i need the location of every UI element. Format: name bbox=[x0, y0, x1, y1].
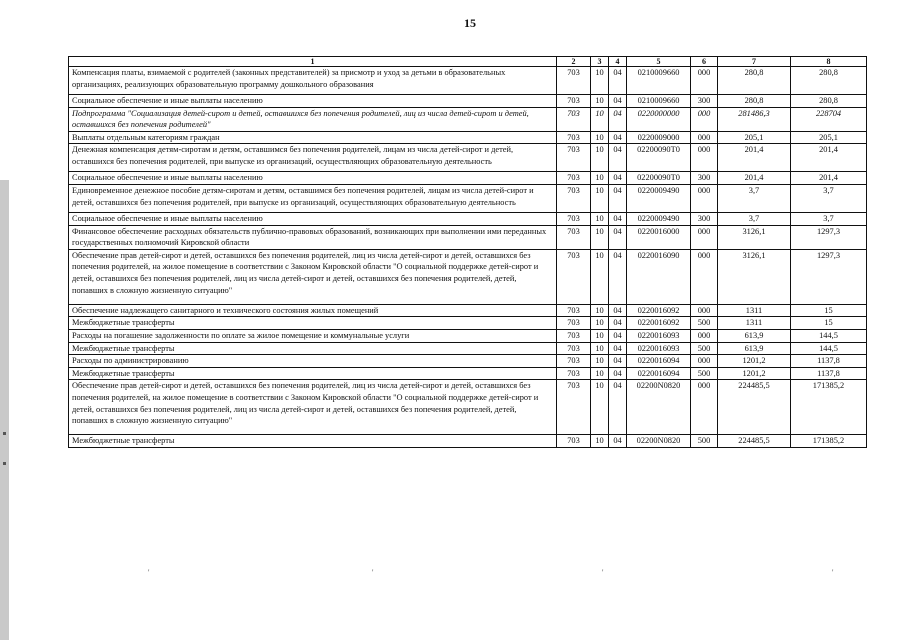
row-name-cell: Межбюджетные трансферты bbox=[69, 317, 557, 330]
target-article-cell: 0220016000 bbox=[627, 225, 691, 249]
target-article-cell: 0220000000 bbox=[627, 107, 691, 131]
target-article-cell: 0220009490 bbox=[627, 184, 691, 212]
amount-actual-cell: 144,5 bbox=[791, 329, 867, 342]
target-article-cell: 0210009660 bbox=[627, 67, 691, 95]
row-name-cell: Социальное обеспечение и иные выплаты населению bbox=[69, 172, 557, 185]
scan-edge-shadow bbox=[0, 180, 9, 640]
row-name-cell: Социальное обеспечение и иные выплаты населению bbox=[69, 212, 557, 225]
target-article-cell: 0220016093 bbox=[627, 342, 691, 355]
row-name-cell: Межбюджетные трансферты bbox=[69, 435, 557, 448]
admin-code-cell: 703 bbox=[557, 184, 591, 212]
target-article-cell: 02200N0820 bbox=[627, 380, 691, 435]
amount-actual-cell: 1137,8 bbox=[791, 355, 867, 368]
table-row bbox=[69, 317, 867, 330]
admin-code-cell: 703 bbox=[557, 304, 591, 317]
row-name-cell: Единовременное денежное пособие детям-сиротам и детям, оставшимся без попечения родителей, лицам из числа детей-сирот и детей, оставшихся без попечения родителей, при выпуске из организаций, осуществляющих образовательную деятельность bbox=[69, 184, 557, 212]
admin-code-cell: 703 bbox=[557, 435, 591, 448]
amount-plan-cell: 201,4 bbox=[718, 144, 791, 172]
amount-plan-cell: 613,9 bbox=[718, 329, 791, 342]
amount-actual-cell: 171385,2 bbox=[791, 380, 867, 435]
section-cell: 10 bbox=[591, 380, 609, 435]
expense-type-cell: 000 bbox=[691, 107, 718, 131]
table-row bbox=[69, 212, 867, 225]
expense-type-cell: 000 bbox=[691, 67, 718, 95]
section-cell: 10 bbox=[591, 225, 609, 249]
table-row bbox=[69, 435, 867, 448]
admin-code-cell: 703 bbox=[557, 329, 591, 342]
subsection-cell: 04 bbox=[609, 95, 627, 108]
table-row bbox=[69, 329, 867, 342]
row-name-cell: Социальное обеспечение и иные выплаты населению bbox=[69, 95, 557, 108]
subsection-cell: 04 bbox=[609, 184, 627, 212]
admin-code-cell: 703 bbox=[557, 95, 591, 108]
table-row bbox=[69, 249, 867, 304]
subsection-cell: 04 bbox=[609, 367, 627, 380]
amount-actual-cell: 144,5 bbox=[791, 342, 867, 355]
target-article-cell: 0220016094 bbox=[627, 367, 691, 380]
section-cell: 10 bbox=[591, 95, 609, 108]
budget-table bbox=[68, 56, 867, 448]
scan-speck bbox=[3, 462, 6, 465]
section-cell: 10 bbox=[591, 144, 609, 172]
expense-type-cell: 500 bbox=[691, 435, 718, 448]
admin-code-cell: 703 bbox=[557, 355, 591, 368]
amount-actual-cell: 280,8 bbox=[791, 67, 867, 95]
admin-code-cell: 703 bbox=[557, 317, 591, 330]
target-article-cell: 0220016094 bbox=[627, 355, 691, 368]
admin-code-cell: 703 bbox=[557, 342, 591, 355]
subsection-cell: 04 bbox=[609, 172, 627, 185]
amount-plan-cell: 1201,2 bbox=[718, 355, 791, 368]
table-row bbox=[69, 144, 867, 172]
section-cell: 10 bbox=[591, 107, 609, 131]
row-name-cell: Денежная компенсация детям-сиротам и детям, оставшимся без попечения родителей, лицам из числа детей-сирот и детей, оставшихся без попечения родителей, при выпуске из организаций, осуществляющих образовательную деятельность bbox=[69, 144, 557, 172]
amount-actual-cell: 228704 bbox=[791, 107, 867, 131]
scan-speck bbox=[3, 432, 6, 435]
expense-type-cell: 000 bbox=[691, 329, 718, 342]
expense-type-cell: 300 bbox=[691, 212, 718, 225]
section-cell: 10 bbox=[591, 184, 609, 212]
section-cell: 10 bbox=[591, 367, 609, 380]
section-cell: 10 bbox=[591, 435, 609, 448]
amount-actual-cell: 280,8 bbox=[791, 95, 867, 108]
expense-type-cell: 000 bbox=[691, 144, 718, 172]
table-row bbox=[69, 95, 867, 108]
expense-type-cell: 000 bbox=[691, 131, 718, 144]
admin-code-cell: 703 bbox=[557, 172, 591, 185]
expense-type-cell: 000 bbox=[691, 249, 718, 304]
amount-plan-cell: 1201,2 bbox=[718, 367, 791, 380]
column-header: 3 bbox=[591, 57, 609, 67]
subsection-cell: 04 bbox=[609, 67, 627, 95]
target-article-cell: 0220016092 bbox=[627, 304, 691, 317]
amount-actual-cell: 15 bbox=[791, 304, 867, 317]
admin-code-cell: 703 bbox=[557, 144, 591, 172]
expense-type-cell: 300 bbox=[691, 172, 718, 185]
subsection-cell: 04 bbox=[609, 355, 627, 368]
section-cell: 10 bbox=[591, 317, 609, 330]
amount-actual-cell: 171385,2 bbox=[791, 435, 867, 448]
section-cell: 10 bbox=[591, 342, 609, 355]
table-row bbox=[69, 225, 867, 249]
table-row bbox=[69, 355, 867, 368]
amount-actual-cell: 205,1 bbox=[791, 131, 867, 144]
amount-plan-cell: 1311 bbox=[718, 304, 791, 317]
subsection-cell: 04 bbox=[609, 329, 627, 342]
section-cell: 10 bbox=[591, 329, 609, 342]
expense-type-cell: 500 bbox=[691, 317, 718, 330]
section-cell: 10 bbox=[591, 212, 609, 225]
admin-code-cell: 703 bbox=[557, 380, 591, 435]
amount-plan-cell: 3126,1 bbox=[718, 249, 791, 304]
table-row bbox=[69, 304, 867, 317]
column-header: 4 bbox=[609, 57, 627, 67]
admin-code-cell: 703 bbox=[557, 225, 591, 249]
subsection-cell: 04 bbox=[609, 144, 627, 172]
row-name-cell: Межбюджетные трансферты bbox=[69, 367, 557, 380]
target-article-cell: 0220016090 bbox=[627, 249, 691, 304]
section-cell: 10 bbox=[591, 355, 609, 368]
subsection-cell: 04 bbox=[609, 131, 627, 144]
amount-plan-cell: 1311 bbox=[718, 317, 791, 330]
row-name-cell: Обеспечение прав детей-сирот и детей, оставшихся без попечения родителей, лиц из числа детей-сирот и детей, оставшихся без попечения родителей, на жилое помещение в соответствии с Законом Кировской области "О социальной поддержке детей-сирот и детей, оставшихся без попечения родителей, лиц из числа детей-сирот и детей, оставшихся без попечения родителей, детей, попавших в сложную жизненную ситуацию" bbox=[69, 380, 557, 435]
section-cell: 10 bbox=[591, 67, 609, 95]
target-article-cell: 02200N0820 bbox=[627, 435, 691, 448]
table-row bbox=[69, 342, 867, 355]
row-name-cell: Обеспечение надлежащего санитарного и технического состояния жилых помещений bbox=[69, 304, 557, 317]
target-article-cell: 0210009660 bbox=[627, 95, 691, 108]
amount-plan-cell: 280,8 bbox=[718, 95, 791, 108]
admin-code-cell: 703 bbox=[557, 107, 591, 131]
row-name-cell: Расходы по администрированию bbox=[69, 355, 557, 368]
expense-type-cell: 300 bbox=[691, 95, 718, 108]
amount-plan-cell: 280,8 bbox=[718, 67, 791, 95]
scan-tick: ' bbox=[832, 568, 834, 577]
column-header: 8 bbox=[791, 57, 867, 67]
amount-actual-cell: 201,4 bbox=[791, 172, 867, 185]
amount-actual-cell: 3,7 bbox=[791, 184, 867, 212]
amount-plan-cell: 281486,3 bbox=[718, 107, 791, 131]
expense-type-cell: 500 bbox=[691, 367, 718, 380]
table-header-row bbox=[69, 57, 867, 67]
amount-actual-cell: 1297,3 bbox=[791, 249, 867, 304]
subsection-cell: 04 bbox=[609, 435, 627, 448]
expense-type-cell: 500 bbox=[691, 342, 718, 355]
amount-plan-cell: 224485,5 bbox=[718, 435, 791, 448]
subsection-cell: 04 bbox=[609, 107, 627, 131]
section-cell: 10 bbox=[591, 304, 609, 317]
row-name-cell: Межбюджетные трансферты bbox=[69, 342, 557, 355]
scan-tick: ' bbox=[372, 568, 374, 577]
column-header: 6 bbox=[691, 57, 718, 67]
admin-code-cell: 703 bbox=[557, 249, 591, 304]
target-article-cell: 0220016092 bbox=[627, 317, 691, 330]
table-row bbox=[69, 172, 867, 185]
expense-type-cell: 000 bbox=[691, 225, 718, 249]
section-cell: 10 bbox=[591, 249, 609, 304]
amount-plan-cell: 224485,5 bbox=[718, 380, 791, 435]
subsection-cell: 04 bbox=[609, 212, 627, 225]
target-article-cell: 02200090Т0 bbox=[627, 172, 691, 185]
amount-actual-cell: 1137,8 bbox=[791, 367, 867, 380]
table-row bbox=[69, 107, 867, 131]
expense-type-cell: 000 bbox=[691, 355, 718, 368]
amount-plan-cell: 3,7 bbox=[718, 184, 791, 212]
row-name-cell: Компенсация платы, взимаемой с родителей (законных представителей) за присмотр и уход за детьми в образовательных организациях, реализующих образовательную программу дошкольного образования bbox=[69, 67, 557, 95]
column-header: 1 bbox=[69, 57, 557, 67]
column-header: 7 bbox=[718, 57, 791, 67]
subsection-cell: 04 bbox=[609, 225, 627, 249]
admin-code-cell: 703 bbox=[557, 67, 591, 95]
row-name-cell: Финансовое обеспечение расходных обязательств публично-правовых образований, возникающих при выполнении ими переданных государственных полномочий Кировской области bbox=[69, 225, 557, 249]
target-article-cell: 0220009490 bbox=[627, 212, 691, 225]
scan-tick: ' bbox=[148, 568, 150, 577]
expense-type-cell: 000 bbox=[691, 380, 718, 435]
row-name-cell: Обеспечение прав детей-сирот и детей, оставшихся без попечения родителей, лиц из числа детей-сирот и детей, оставшихся без попечения родителей, на жилое помещение в соответствии с Законом Кировской области "О социальной поддержке детей-сирот и детей, оставшихся без попечения родителей, лиц из числа детей-сирот и детей, оставшихся без попечения родителей, детей, попавших в сложную жизненную ситуацию" bbox=[69, 249, 557, 304]
table-row bbox=[69, 380, 867, 435]
amount-actual-cell: 201,4 bbox=[791, 144, 867, 172]
amount-actual-cell: 1297,3 bbox=[791, 225, 867, 249]
target-article-cell: 0220016093 bbox=[627, 329, 691, 342]
table-row bbox=[69, 367, 867, 380]
amount-plan-cell: 201,4 bbox=[718, 172, 791, 185]
admin-code-cell: 703 bbox=[557, 212, 591, 225]
subsection-cell: 04 bbox=[609, 249, 627, 304]
target-article-cell: 0220009000 bbox=[627, 131, 691, 144]
subsection-cell: 04 bbox=[609, 317, 627, 330]
amount-plan-cell: 3,7 bbox=[718, 212, 791, 225]
row-name-cell: Выплаты отдельным категориям граждан bbox=[69, 131, 557, 144]
amount-actual-cell: 3,7 bbox=[791, 212, 867, 225]
row-name-cell: Подпрограмма "Социализация детей-сирот и детей, оставшихся без попечения родителей, лиц из числа детей-сирот и детей, оставшихся без попечения родителей" bbox=[69, 107, 557, 131]
row-name-cell: Расходы на погашение задолженности по оплате за жилое помещение и коммунальные услуги bbox=[69, 329, 557, 342]
amount-plan-cell: 205,1 bbox=[718, 131, 791, 144]
table-row bbox=[69, 184, 867, 212]
admin-code-cell: 703 bbox=[557, 367, 591, 380]
subsection-cell: 04 bbox=[609, 304, 627, 317]
subsection-cell: 04 bbox=[609, 342, 627, 355]
section-cell: 10 bbox=[591, 131, 609, 144]
admin-code-cell: 703 bbox=[557, 131, 591, 144]
expense-type-cell: 000 bbox=[691, 184, 718, 212]
table-row bbox=[69, 67, 867, 95]
table-row bbox=[69, 131, 867, 144]
expense-type-cell: 000 bbox=[691, 304, 718, 317]
scan-tick: ' bbox=[602, 568, 604, 577]
column-header: 5 bbox=[627, 57, 691, 67]
column-header: 2 bbox=[557, 57, 591, 67]
subsection-cell: 04 bbox=[609, 380, 627, 435]
target-article-cell: 02200090Т0 bbox=[627, 144, 691, 172]
amount-plan-cell: 3126,1 bbox=[718, 225, 791, 249]
section-cell: 10 bbox=[591, 172, 609, 185]
page-number: 15 bbox=[464, 16, 476, 30]
amount-plan-cell: 613,9 bbox=[718, 342, 791, 355]
amount-actual-cell: 15 bbox=[791, 317, 867, 330]
